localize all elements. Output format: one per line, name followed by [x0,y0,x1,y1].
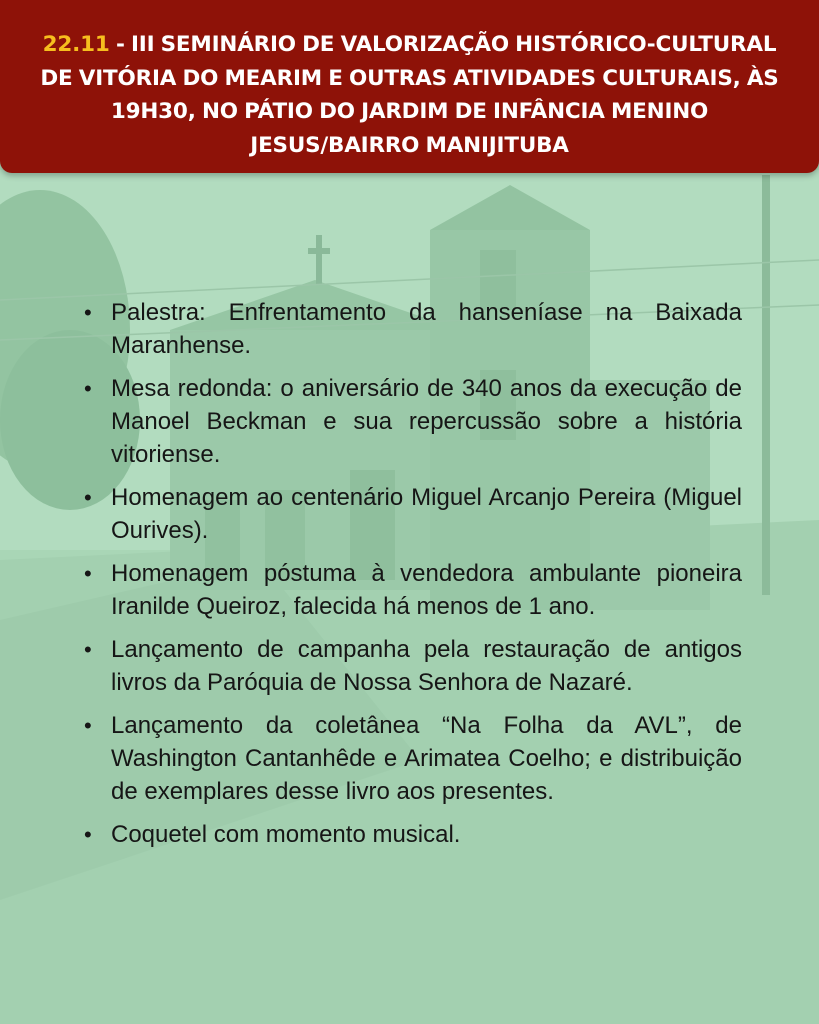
bullet-icon: • [84,485,92,510]
event-header [0,0,819,173]
list-item [80,709,742,808]
event-date: 22.11 [42,32,110,57]
bullet-icon: • [84,713,92,738]
event-title [30,28,789,162]
activity-text: Homenagem ao centenário Miguel Arcanjo Pereira (Miguel Ourives). [111,484,742,544]
activity-text: Lançamento de campanha pela restauração de antigos livros da Paróquia de Nossa Senhora de Nazaré. [111,636,742,696]
list-item [80,557,742,623]
bullet-icon: • [84,822,92,847]
activity-text: Mesa redonda: o aniversário de 340 anos da execução de Manoel Beckman e sua repercussão sobre a história vitoriense. [111,375,742,468]
list-item [80,818,742,851]
activity-text: Coquetel com momento musical. [111,821,461,848]
list-item [80,481,742,547]
activity-text: Lançamento da coletânea “Na Folha da AVL”, de Washington Cantanhêde e Arimatea Coelho; e distribuição de exemplares desse livro aos presentes. [111,712,742,805]
activity-text: Homenagem póstuma à vendedora ambulante pioneira Iranilde Queiroz, falecida há menos de 1 ano. [111,560,742,620]
list-item [80,372,742,471]
bullet-icon: • [84,376,92,401]
list-item [80,633,742,699]
activity-list [80,296,742,861]
activity-text: Palestra: Enfrentamento da hanseníase na Baixada Maranhense. [111,299,742,359]
list-item [80,296,742,362]
bullet-icon: • [84,561,92,586]
bullet-icon: • [84,300,92,325]
bullet-icon: • [84,637,92,662]
event-title-text: - III SEMINÁRIO DE VALORIZAÇÃO HISTÓRICO-CULTURAL DE VITÓRIA DO MEARIM E OUTRAS ATIVIDADES CULTURAIS, ÀS 19H30, NO PÁTIO DO JARDIM DE INFÂNCIA MENINO JESUS/BAIRRO MANIJITUBA [40,32,779,158]
